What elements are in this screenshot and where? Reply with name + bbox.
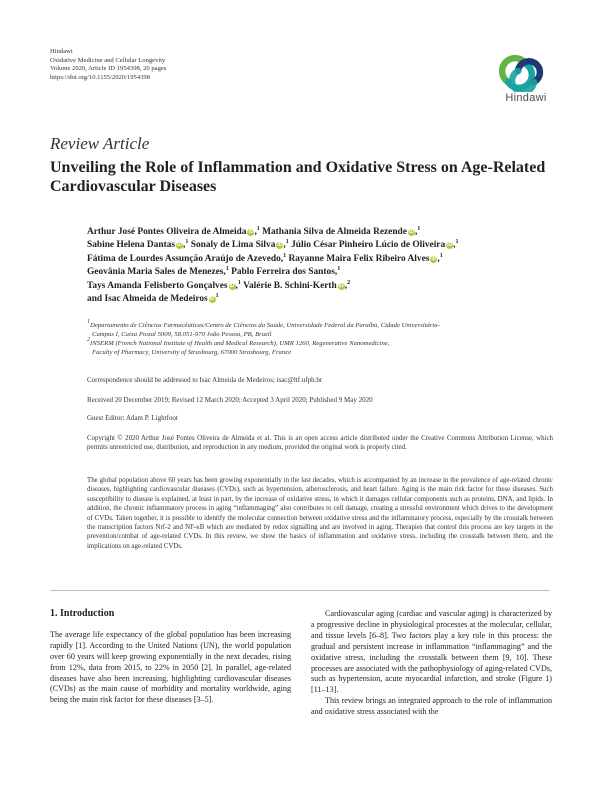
author-name: Fátima de Lourdes Assunção Araújo de Azevedo, xyxy=(87,253,284,264)
paragraph: Cardiovascular aging (cardiac and vascular aging) is characterized by a progressive decline in physiological processes at the molecular, cellular, and tissue levels [6–8]. Two factors play a key role in this process: the gradual and persistent increase in inflammation “inflammaging” and the oxidative stress, including the crosstalk between them [9, 10]. These processes are associated with the pathophysiology of aging-related CVDs, such as hypertension, acute myocardial infarction, and stroke (Figure 1) [11–13]. xyxy=(311,609,552,695)
author xyxy=(231,267,340,277)
orcid-icon[interactable]: iD xyxy=(209,296,215,303)
author-separator: , xyxy=(437,253,440,264)
right-column xyxy=(311,609,552,718)
affiliation-text: INSERM (French National Institute of Health and Medical Research), UMR 1260, Regenerative Nanomedicine, xyxy=(90,339,390,347)
affiliation-marker: 1 xyxy=(337,266,341,273)
affiliation-number: 1 xyxy=(87,319,90,325)
paragraph: The average life expectancy of the global population has been increasing rapidly [1]. According to the United Nations (UN), the world population over 60 years will keep growing exponentially in the next decades, rising from 12%, data from 2015, to 22% in 2050 [2]. In parallel, age-related diseases have also been increasing, highlighting cardiovascular diseases (CVDs) as the main cause of morbidity and mortality worldwide, aging being the main risk factor for these diseases [3–5]. xyxy=(50,629,291,705)
author xyxy=(87,267,229,277)
orcid-icon[interactable]: iD xyxy=(177,242,183,249)
paragraph: This review brings an integrated approach to the role of inflammation and oxidative stress associated with the xyxy=(311,696,552,717)
author-separator: , xyxy=(344,280,348,291)
affiliation-text: Faculty of Pharmacy, University of Strasbourg, 67000 Strasbourg, France xyxy=(92,348,292,356)
orcid-icon[interactable]: iD xyxy=(277,242,283,249)
affiliation-marker: 1 xyxy=(256,226,260,232)
author xyxy=(87,281,241,291)
guest-editor: Guest Editor: Adam P. Lightfoot xyxy=(87,414,178,422)
journal-doi[interactable]: https://doi.org/10.1155/2020/1954398 xyxy=(50,73,151,81)
orcid-icon[interactable]: iD xyxy=(229,282,235,289)
affiliation-marker: 2 xyxy=(347,279,351,286)
orcid-icon[interactable]: iD xyxy=(447,242,453,249)
affiliation-marker: 1 xyxy=(185,239,189,246)
affiliation-marker: 1 xyxy=(417,226,421,232)
author-separator: , xyxy=(283,240,286,251)
journal-volume: Volume 2020, Article ID 1954398, 20 pages xyxy=(50,65,167,73)
correspondence: Correspondence should be addressed to Isac Almeida de Medeiros; isac@ltf.ufpb.br xyxy=(87,376,323,384)
affiliation-marker: 1 xyxy=(283,252,287,259)
orcid-icon[interactable]: iD xyxy=(338,282,344,289)
author-name: Mathania Silva de Almeida Rezende xyxy=(262,227,407,237)
author-name: Tays Amanda Felisberto Gonçalves xyxy=(87,280,228,291)
journal-publisher: Hindawi xyxy=(50,48,73,55)
author-separator: , xyxy=(254,227,257,237)
journal-info xyxy=(50,48,166,82)
affiliation-marker: 1 xyxy=(439,252,443,259)
author xyxy=(87,240,188,250)
author xyxy=(243,281,350,291)
affiliation-marker: 1 xyxy=(215,293,219,300)
affiliation-text: Campus I, Caixa Postal 5009, 58.051-970 João Pessoa, PB, Brazil xyxy=(92,330,272,338)
orcid-icon[interactable]: iD xyxy=(431,255,437,262)
affiliation-item xyxy=(87,319,557,331)
divider xyxy=(50,590,550,591)
author-separator: , xyxy=(235,280,238,291)
author xyxy=(291,240,458,250)
journal-name: Oxidative Medicine and Cellular Longevity xyxy=(50,56,166,64)
affiliation-marker: 1 xyxy=(285,239,289,246)
hindawi-logo xyxy=(494,50,558,110)
author-name: Sonaly de Lima Silva xyxy=(190,240,276,251)
author xyxy=(87,294,219,304)
publication-dates: Received 20 December 2019; Revised 12 March 2020; Accepted 3 April 2020; Published 9 May 2020 xyxy=(87,396,373,404)
affiliation-text: Departamento de Ciências Farmacêuticas/Centro de Ciências da Saúde, Universidade Federal da Paraíba, Cidade Universitária- xyxy=(90,322,440,329)
affiliation-marker: 1 xyxy=(237,279,241,286)
author xyxy=(87,254,286,264)
author-name: and Isac Almeida de Medeiros xyxy=(87,294,208,305)
author-separator: , xyxy=(183,240,186,251)
author-name: Arthur José Pontes Oliveira de Almeida xyxy=(87,227,247,237)
affiliation-marker: 1 xyxy=(225,266,229,273)
article-title: Unveiling the Role of Inflammation and Oxidative Stress on Age-Related Cardiovascular Diseases xyxy=(50,159,546,195)
abstract: The global population above 60 years has been growing exponentially in the last decades, which is accompanied by an increase in the prevalence of age-related chronic diseases, highlighting cardiovascular diseases (CVDs), such as hypertension, atherosclerosis, and heart failure. Aging is the main risk factor for these diseases. Such susceptibility to disease is explained, at least in part, by the increase of oxidative stress, in which it damages cellular components such as proteins, DNA, and lipids. In addition, the chronic inflammatory process in aging “inflammaging” also contributes to cell damage, creating a stressful environment which drives to the development of CVDs. Taken together, it is possible to identify the molecular connection between oxidative stress and the inflammatory process, especially by the crosstalk between the transcription factors Nrf-2 and NF-κB which are mediated by redox signalling and are involved in aging. Therapies that control this process are key targets in the prevention/combat of age-related CVDs. In this review, we show the basics of inflammation and oxidative stress, including the crosstalk between them, and the implications on age-related CVDs. xyxy=(87,477,553,550)
author-name: Pablo Ferreira dos Santos, xyxy=(231,267,338,278)
article-type: Review Article xyxy=(50,134,150,153)
author xyxy=(262,227,420,237)
author-name: Valérie B. Schini-Kerth xyxy=(243,280,337,291)
author-list xyxy=(87,226,567,306)
affiliation-marker: 1 xyxy=(455,239,459,246)
affiliation-number: 2 xyxy=(87,336,90,343)
left-column xyxy=(50,609,291,706)
author-name: Rayanne Maira Felix Ribeiro Alves xyxy=(288,253,430,264)
author xyxy=(288,254,442,264)
author xyxy=(191,240,289,250)
affiliations xyxy=(87,319,557,358)
author-name: Sabine Helena Dantas xyxy=(87,240,176,251)
orcid-icon[interactable]: iD xyxy=(408,229,414,235)
section-heading: 1. Introduction xyxy=(50,608,115,619)
author-separator: , xyxy=(453,240,456,251)
author xyxy=(87,227,260,237)
logo-wordmark: Hindawi xyxy=(505,92,547,104)
orcid-icon[interactable]: iD xyxy=(248,229,254,235)
author-name: Júlio César Pinheiro Lúcio de Oliveira xyxy=(291,240,446,251)
copyright-notice: Copyright © 2020 Arthur José Pontes Oliveira de Almeida et al. This is an open access article distributed under the Creative Commons Attribution License, which permits unrestricted use, distribution, and reproduction in any medium, provided the original work is properly cited. xyxy=(87,435,553,452)
affiliation-item xyxy=(87,336,557,349)
author-separator: , xyxy=(414,227,418,237)
author-name: Geovânia Maria Sales de Menezes, xyxy=(87,267,226,278)
hindawi-logo-icon xyxy=(494,50,558,92)
